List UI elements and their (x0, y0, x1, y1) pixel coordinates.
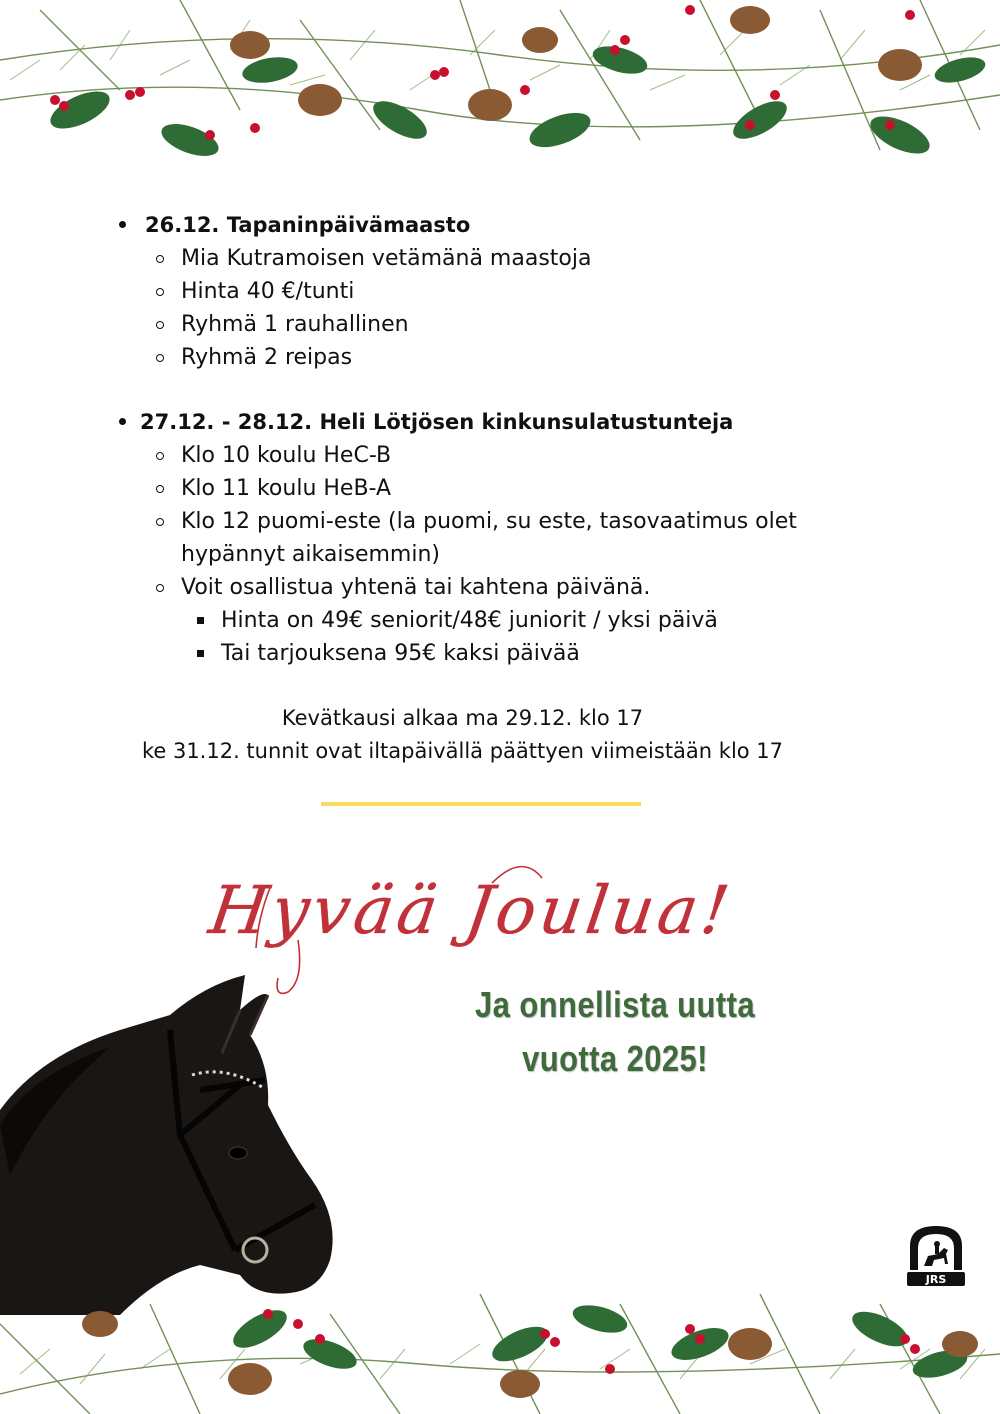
new-year-greeting (465, 978, 766, 1086)
circle-bullet-icon (156, 255, 164, 263)
notice-line-1: Kevätkausi alkaa ma 29.12. klo 17 (281, 706, 644, 730)
list-item: Klo 11 koulu HeB-A (181, 472, 1000, 505)
section-heading: 27.12. - 28.12. Heli Lötjösen kinkunsulatustunteja (140, 405, 1000, 439)
greeting-script-text: Hyvää Joulua! (204, 871, 738, 949)
jrs-logo (904, 1222, 968, 1288)
section-heading: 26.12. Tapaninpäivämaasto (145, 208, 1000, 242)
list-item: Klo 10 koulu HeC-B (181, 439, 1000, 472)
disc-bullet-icon (119, 418, 126, 425)
circle-bullet-icon (156, 452, 164, 460)
disc-bullet-icon (119, 221, 126, 228)
bottom-garland-decoration (0, 1284, 1000, 1414)
square-bullet-icon (197, 617, 204, 624)
horse-rider-icon (924, 1241, 948, 1266)
logo-text: JRS (925, 1273, 947, 1286)
sub-list-item: Tai tarjouksena 95€ kaksi päivää (221, 637, 1000, 670)
list-item: Voit osallistua yhtenä tai kahtena päivänä. (181, 571, 1000, 604)
horse-head-illustration (0, 975, 340, 1315)
circle-bullet-icon (156, 288, 164, 296)
new-year-line-2: vuotta 2025! (522, 1038, 708, 1079)
list-item: Ryhmä 1 rauhallinen (181, 308, 1000, 341)
section-kinkunsulatus (0, 405, 1000, 670)
circle-bullet-icon (156, 518, 164, 526)
notice-line-2: ke 31.12. tunnit ovat iltapäivällä päättyen viimeistään klo 17 (141, 739, 784, 763)
section-tapaninpaiva (0, 208, 1000, 374)
top-garland-decoration (0, 0, 1000, 185)
sub-list-item: Hinta on 49€ seniorit/48€ juniorit / yksi päivä (221, 604, 1000, 637)
circle-bullet-icon (156, 321, 164, 329)
new-year-line-1: Ja onnellista uutta (475, 984, 755, 1025)
list-item: Hinta 40 €/tunti (181, 275, 1000, 308)
list-item: Klo 12 puomi-este (la puomi, su este, tasovaatimus olet (181, 505, 1000, 538)
list-item: Mia Kutramoisen vetämänä maastoja (181, 242, 1000, 275)
circle-bullet-icon (156, 584, 164, 592)
yellow-divider (321, 802, 641, 806)
list-item: Ryhmä 2 reipas (181, 341, 1000, 374)
list-item-continuation: hypännyt aikaisemmin) (181, 542, 440, 567)
circle-bullet-icon (156, 354, 164, 362)
square-bullet-icon (197, 650, 204, 657)
circle-bullet-icon (156, 485, 164, 493)
